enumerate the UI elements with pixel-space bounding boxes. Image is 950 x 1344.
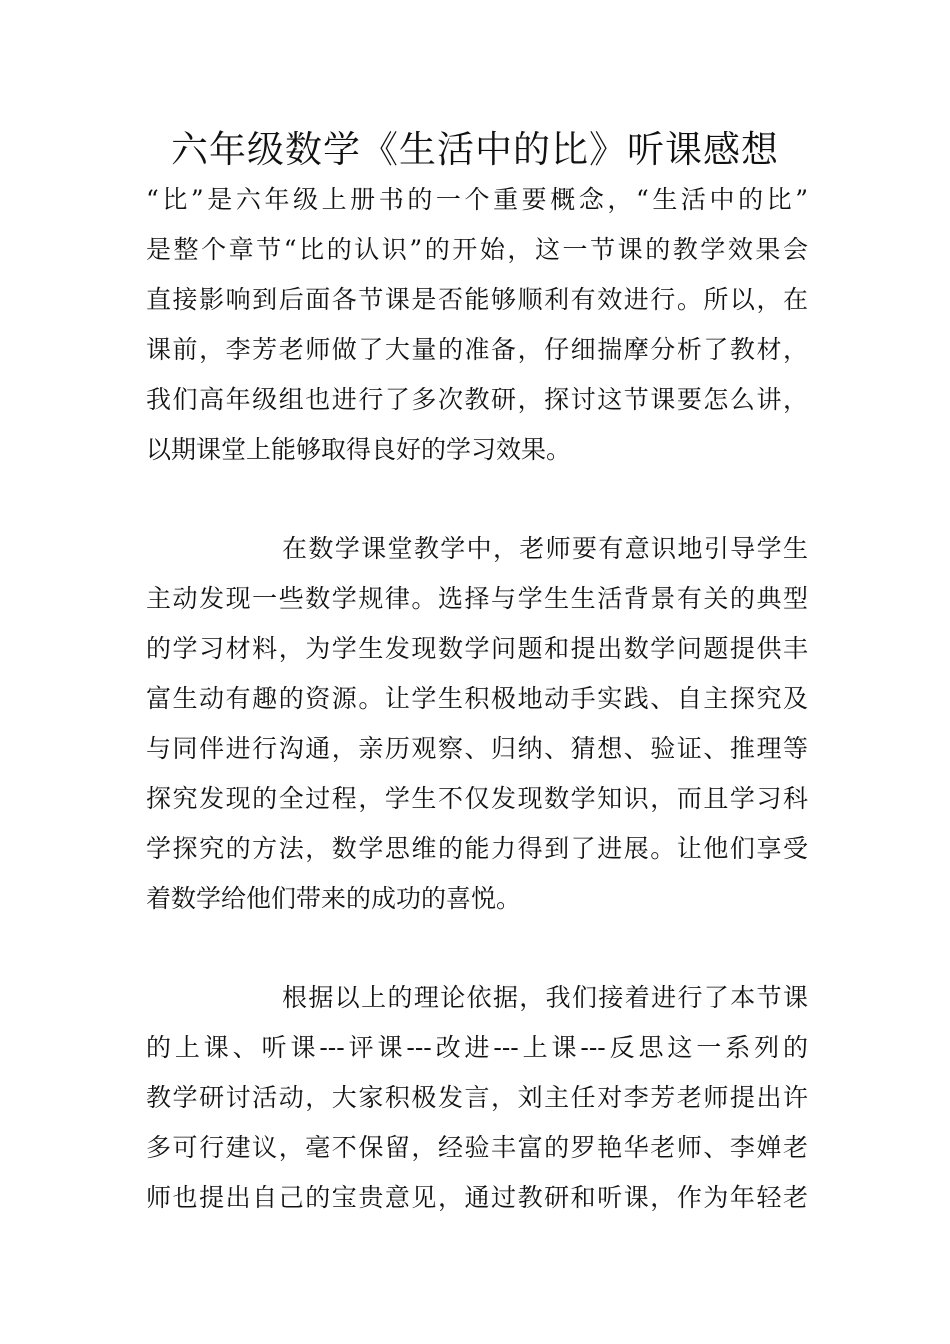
paragraph-line: 探究发现的全过程，学生不仅发现数学知识，而且学习科: [146, 784, 808, 813]
paragraph-line: 的上课、听课---评课---改进---上课---反思这一系列的: [146, 1033, 808, 1062]
paragraph-line: 直接影响到后面各节课是否能够顺利有效进行。所以，在: [146, 285, 808, 314]
paragraph-line: 的学习材料，为学生发现数学问题和提出数学问题提供丰: [146, 634, 808, 663]
paragraph-line: 与同伴进行沟通，亲历观察、归纳、猜想、验证、推理等: [146, 734, 808, 763]
paragraph-line: 课前，李芳老师做了大量的准备，仔细揣摩分析了教材，: [146, 335, 808, 364]
paragraph-line: 主动发现一些数学规律。选择与学生生活背景有关的典型: [146, 584, 808, 613]
paragraph-line: 师也提出自己的宝贵意见，通过教研和听课，作为年轻老: [146, 1183, 808, 1212]
paragraph-line: 以期课堂上能够取得良好的学习效果。: [146, 435, 572, 464]
paragraph-line: 着数学给他们带来的成功的喜悦。: [146, 884, 522, 913]
paragraph-line: 多可行建议，毫不保留，经验丰富的罗艳华老师、李婵老: [146, 1133, 808, 1162]
paragraph-line: 我们高年级组也进行了多次教研，探讨这节课要怎么讲，: [146, 385, 808, 414]
paragraph-line: 学探究的方法，数学思维的能力得到了进展。让他们享受: [146, 834, 808, 863]
paragraph-line: “比”是六年级上册书的一个重要概念，“生活中的比”: [146, 185, 808, 214]
paragraph-line: 根据以上的理论依据，我们接着进行了本节课: [282, 983, 808, 1012]
paragraph-line: 在数学课堂教学中，老师要有意识地引导学生: [282, 534, 808, 563]
paragraph-line: 富生动有趣的资源。让学生积极地动手实践、自主探究及: [146, 684, 808, 713]
document-title: 六年级数学《生活中的比》听课感想: [171, 128, 779, 171]
paragraph-line: 教学研讨活动，大家积极发言，刘主任对李芳老师提出许: [146, 1083, 808, 1112]
paragraph-line: 是整个章节“比的认识”的开始，这一节课的教学效果会: [146, 235, 808, 264]
